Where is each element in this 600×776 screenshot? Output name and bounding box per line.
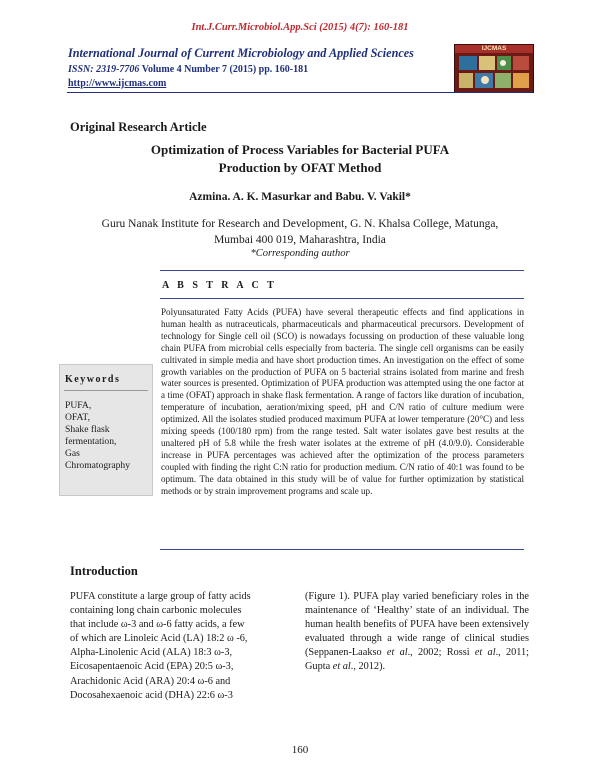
issn-label: ISSN: 2319-7706 xyxy=(68,64,140,75)
introduction-right-column xyxy=(305,590,529,675)
journal-name: International Journal of Current Microbiology and Applied Sciences xyxy=(68,46,414,60)
running-head: Int.J.Curr.Microbiol.App.Sci (2015) 4(7): 160-181 xyxy=(191,22,409,33)
abstract-bottom-rule xyxy=(160,549,524,550)
keyword-item: Gas xyxy=(65,448,80,459)
authors: Azmina. A. K. Masurkar and Babu. V. Vakil* xyxy=(189,191,411,203)
text-run-italic: et al xyxy=(386,647,408,659)
page-number: 160 xyxy=(291,744,309,756)
text-run: ., 2011; Gupta xyxy=(305,647,530,673)
intro-line: Alpha-Linolenic Acid (ALA) 18:3 ω-3, xyxy=(70,647,233,659)
intro-line: of which are Linoleic Acid (LA) 18:2 ω -6, xyxy=(70,633,248,645)
title-line-1: Optimization of Process Variables for Bacterial PUFA xyxy=(150,142,450,157)
abstract-top-rule xyxy=(160,270,524,271)
introduction-left-column xyxy=(70,590,288,703)
text-run-italic: et al xyxy=(474,647,496,659)
keyword-item: Shake flask xyxy=(65,424,110,435)
header-rule xyxy=(67,92,533,93)
intro-line: that include ω-3 and ω-6 fatty acids, a few xyxy=(70,619,245,631)
corresponding-author-note: *Corresponding author xyxy=(250,248,350,259)
text-run: ., 2002; Rossi xyxy=(407,647,475,659)
article-type: Original Research Article xyxy=(70,120,207,134)
keywords-rule xyxy=(64,390,148,391)
keyword-item: OFAT, xyxy=(65,412,90,423)
affiliation-line-2: Mumbai 400 019, Maharashtra, India xyxy=(214,233,386,246)
intro-line: Docosahexaenoic acid (DHA) 22:6 ω-3 xyxy=(70,689,233,701)
cover-artwork xyxy=(455,53,533,92)
cover-title: IJCMAS xyxy=(481,45,507,52)
text-run-italic: et al xyxy=(332,661,351,673)
keywords-box xyxy=(59,364,153,496)
paper-title xyxy=(100,141,500,177)
journal-url-link[interactable]: http://www.ijcmas.com xyxy=(68,78,167,89)
journal-cover-image xyxy=(454,44,534,93)
keyword-item: Chromatography xyxy=(65,460,131,471)
keywords-heading: Keywords xyxy=(65,374,121,385)
text-run: (Figure 1). PUFA play varied beneficiary roles in the maintenance of ‘Healthy’ state of an individual. The human health benefits of PUFA have been extensively evaluated through a wide range of clinical studies (Seppanen-Laakso xyxy=(305,591,529,659)
text-run: ., 2012). xyxy=(350,661,386,673)
intro-line: PUFA constitute a large group of fatty acids xyxy=(70,591,251,602)
keywords-list xyxy=(65,400,130,472)
intro-line: Eicosapentaenoic Acid (EPA) 20:5 ω-3, xyxy=(70,661,234,673)
abstract-body: Polyunsaturated Fatty Acids (PUFA) have several therapeutic effects and find applications in human health as nutraceuticals, pharmaceuticals and pharmaceutical precursors. Development of technology for Single cell oil (SCO) is nowadays focussing on production of these valuable long chain PUFA from microbial cells especially from bacteria. The single cell organisms can be easily cultivated in simple media and have short production times. An investigation on the effect of some growth variables on the production of PUFA on 5 bacterial strains isolated from marine and fresh water sources is presented. Optimization of PUFA production was attempted using the one factor at a time (OFAT) approach in shake flask fermentation. A range of factors like duration of incubation, temperature of incubation, aeration/mixing speed, pH and C/N ratio of culture medium were optimized. All the isolates studied produced maximum PUFA at lower temperature (20°C) and less mixing speeds (100/180 rpm) from the range tested. Salt water isolates gave best results at the unaltered pH of 5.8 while the fresh water isolates at the extreme of pH (4.0/9.0). Considerable increase in PUFA percentages was achieved after the optimization of the process parameters coupled with finding the right C:N ratio for production medium. C/N ratio of 40:1 was found to be optimum. The data obtained in this study will be of value for further optimization by statistical methods or by strain improvement programs and scale up. xyxy=(161,307,524,496)
keyword-item: fermentation, xyxy=(65,436,117,447)
abstract-heading-rule xyxy=(160,298,524,299)
issn-line xyxy=(68,64,308,75)
intro-line: containing long chain carbonic molecules xyxy=(70,605,242,617)
affiliation xyxy=(90,217,510,248)
title-line-2: Production by OFAT Method xyxy=(218,160,382,175)
introduction-heading: Introduction xyxy=(70,564,138,578)
intro-line: Arachidonic Acid (ARA) 20:4 ω-6 and xyxy=(70,675,231,687)
abstract-heading: A B S T R A C T xyxy=(162,280,277,291)
intro-right-paragraph xyxy=(305,590,529,675)
affiliation-line-1: Guru Nanak Institute for Research and Development, G. N. Khalsa College, Matunga, xyxy=(101,218,499,230)
keyword-item: PUFA, xyxy=(65,400,92,411)
volume-info: Volume 4 Number 7 (2015) pp. 160-181 xyxy=(139,64,309,75)
